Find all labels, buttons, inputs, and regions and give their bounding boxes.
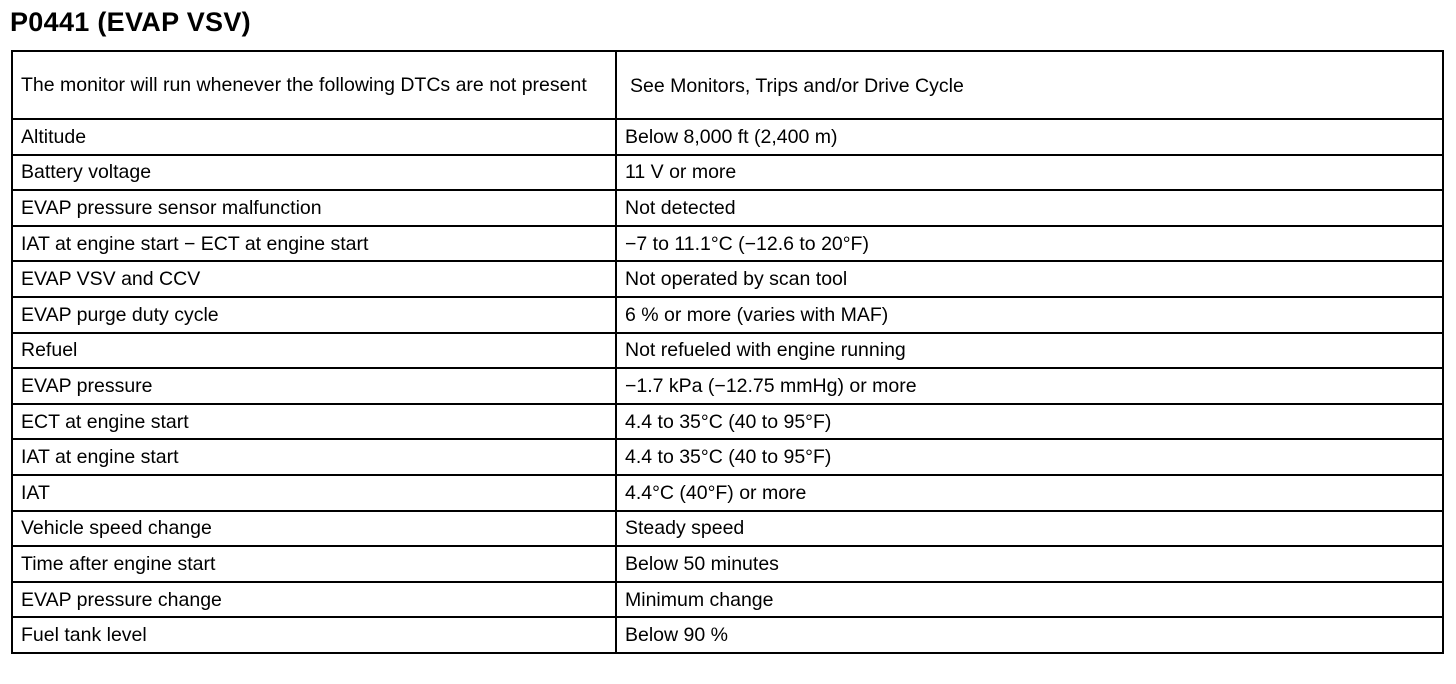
value-cell: Below 90 % [616, 617, 1443, 653]
table-row [12, 190, 1443, 226]
condition-cell: EVAP pressure sensor malfunction [12, 190, 616, 226]
table-row [12, 297, 1443, 333]
table-row [12, 261, 1443, 297]
value-cell: 11 V or more [616, 155, 1443, 191]
condition-cell: IAT at engine start [12, 439, 616, 475]
value-cell: Not detected [616, 190, 1443, 226]
table-row [12, 439, 1443, 475]
table-row [12, 333, 1443, 369]
page-title: P0441 (EVAP VSV) [10, 7, 251, 37]
table-row [12, 546, 1443, 582]
value-cell: Minimum change [616, 582, 1443, 618]
value-cell: −1.7 kPa (−12.75 mmHg) or more [616, 368, 1443, 404]
value-cell: See Monitors, Trips and/or Drive Cycle [616, 51, 1443, 119]
table-row [12, 155, 1443, 191]
condition-cell: IAT [12, 475, 616, 511]
table-row [12, 51, 1443, 119]
value-cell: 4.4°C (40°F) or more [616, 475, 1443, 511]
condition-cell: Vehicle speed change [12, 511, 616, 547]
condition-cell: EVAP VSV and CCV [12, 261, 616, 297]
conditions-table [11, 50, 1444, 654]
table-row [12, 582, 1443, 618]
condition-cell: Fuel tank level [12, 617, 616, 653]
value-cell: Steady speed [616, 511, 1443, 547]
condition-cell: EVAP pressure change [12, 582, 616, 618]
value-cell: Below 8,000 ft (2,400 m) [616, 119, 1443, 155]
value-cell: Not refueled with engine running [616, 333, 1443, 369]
condition-cell: The monitor will run whenever the following DTCs are not present [12, 51, 616, 119]
table-row [12, 475, 1443, 511]
table-row [12, 617, 1443, 653]
table-row [12, 368, 1443, 404]
value-cell: Not operated by scan tool [616, 261, 1443, 297]
table-row [12, 226, 1443, 262]
table-row [12, 119, 1443, 155]
value-cell: 4.4 to 35°C (40 to 95°F) [616, 439, 1443, 475]
condition-cell: Altitude [12, 119, 616, 155]
value-cell: 6 % or more (varies with MAF) [616, 297, 1443, 333]
condition-cell: Refuel [12, 333, 616, 369]
value-cell: 4.4 to 35°C (40 to 95°F) [616, 404, 1443, 440]
condition-cell: EVAP purge duty cycle [12, 297, 616, 333]
value-cell: Below 50 minutes [616, 546, 1443, 582]
condition-cell: EVAP pressure [12, 368, 616, 404]
condition-cell: ECT at engine start [12, 404, 616, 440]
value-cell: −7 to 11.1°C (−12.6 to 20°F) [616, 226, 1443, 262]
condition-cell: IAT at engine start − ECT at engine start [12, 226, 616, 262]
condition-cell: Time after engine start [12, 546, 616, 582]
condition-cell: Battery voltage [12, 155, 616, 191]
table-row [12, 511, 1443, 547]
table-row [12, 404, 1443, 440]
